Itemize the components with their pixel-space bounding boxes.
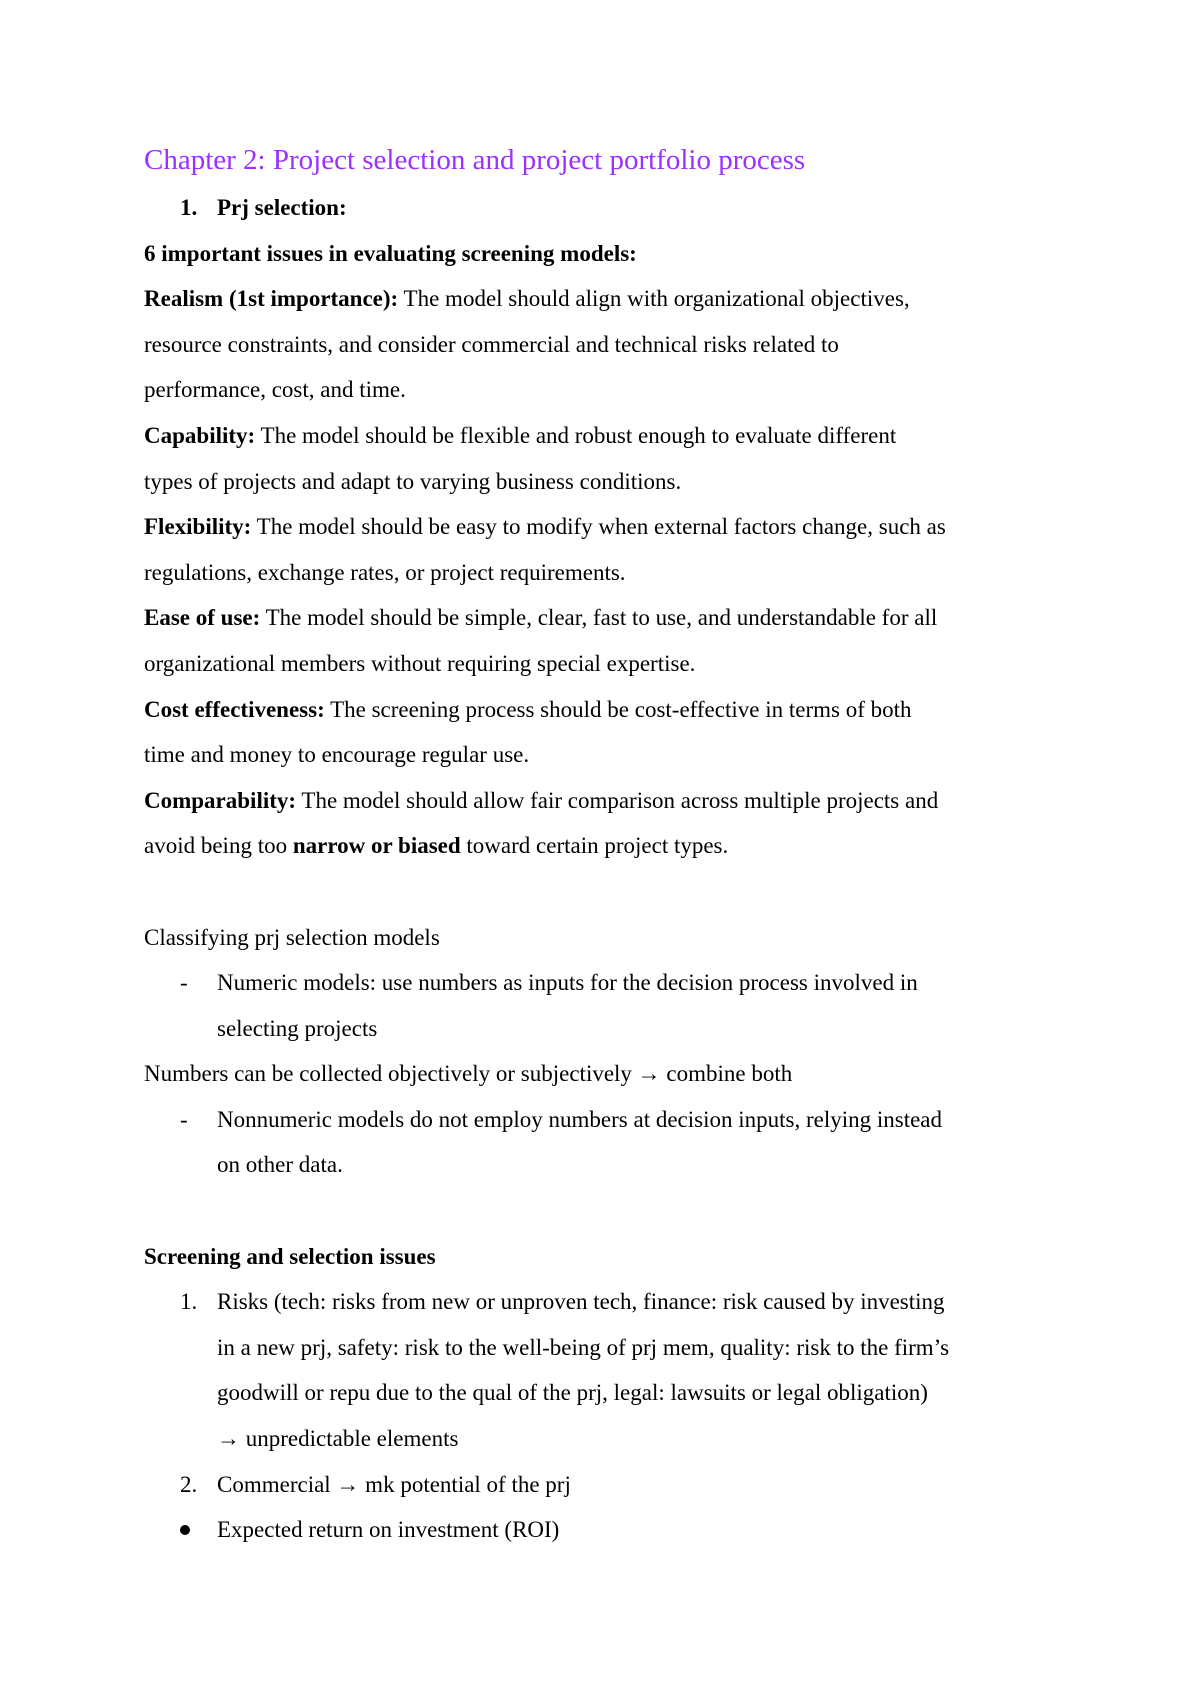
risks-continuation-2: goodwill or repu due to the qual of the prj, legal: lawsuits or legal obligation) xyxy=(217,1380,928,1406)
issue-comparability-line-1 xyxy=(144,778,1084,824)
emphasis-text: narrow or biased xyxy=(292,833,461,859)
numeric-models-text: Numeric models: use numbers as inputs for the decision process involved in xyxy=(217,970,918,996)
issues-heading: 6 important issues in evaluating screening models: xyxy=(144,240,637,266)
list-number: 1. xyxy=(180,195,198,220)
dash-marker: - xyxy=(180,970,188,996)
issue-term: Comparability: xyxy=(144,787,297,813)
roi-text: Expected return on investment (ROI) xyxy=(217,1517,560,1543)
numbers-note: Numbers can be collected objectively or subjectively → combine both xyxy=(144,1061,793,1087)
classifying-heading: Classifying prj selection models xyxy=(144,924,440,950)
risks-continuation-1: in a new prj, safety: risk to the well-being of prj mem, quality: risk to the firm’s xyxy=(217,1334,950,1360)
list-number: 1. xyxy=(180,1289,198,1315)
issue-text: The screening process should be cost-effective in terms of both xyxy=(324,696,912,722)
issue-realism-line-3: performance, cost, and time. xyxy=(144,377,406,403)
spacer xyxy=(144,869,1084,915)
issue-text: toward certain project types. xyxy=(460,833,729,859)
numeric-models-item xyxy=(144,960,1084,1006)
issue-term: Flexibility: xyxy=(144,514,252,540)
nonnumeric-models-continuation: on other data. xyxy=(217,1152,343,1178)
issue-capability-line-2: types of projects and adapt to varying business conditions. xyxy=(144,468,682,494)
issue-term: Capability: xyxy=(144,422,256,448)
issue-cost-effectiveness-line-2: time and money to encourage regular use. xyxy=(144,742,530,768)
issue-flexibility-line-1 xyxy=(144,504,1084,550)
issue-text: The model should allow fair comparison across multiple projects and xyxy=(296,787,939,813)
issue-term: Realism (1st importance): xyxy=(144,286,399,312)
nonnumeric-models-item xyxy=(144,1097,1084,1143)
issue-comparability-line-2 xyxy=(144,823,1084,869)
section-heading-prj-selection xyxy=(144,185,1084,231)
commercial-text: Commercial → mk potential of the prj xyxy=(217,1471,571,1497)
issue-ease-of-use-line-2: organizational members without requiring special expertise. xyxy=(144,650,696,676)
issue-realism-line-2: resource constraints, and consider commercial and technical risks related to xyxy=(144,331,839,357)
document-page xyxy=(144,135,1084,1553)
issue-text: The model should be flexible and robust enough to evaluate different xyxy=(255,422,897,448)
risks-text: Risks (tech: risks from new or unproven tech, finance: risk caused by investing xyxy=(217,1289,945,1315)
nonnumeric-models-text: Nonnumeric models do not employ numbers at decision inputs, relying instead xyxy=(217,1106,943,1132)
issue-text: The model should be easy to modify when external factors change, such as xyxy=(251,514,946,540)
commercial-item xyxy=(144,1462,1084,1508)
issue-capability-line-1 xyxy=(144,413,1084,459)
issue-term: Cost effectiveness: xyxy=(144,696,325,722)
issue-text: The model should align with organizational objectives, xyxy=(398,286,910,312)
dash-marker: - xyxy=(180,1106,188,1132)
bullet-icon xyxy=(180,1507,190,1553)
chapter-title: Chapter 2: Project selection and project portfolio process xyxy=(144,144,806,176)
section-heading-text: Prj selection: xyxy=(217,195,347,220)
issue-flexibility-line-2: regulations, exchange rates, or project requirements. xyxy=(144,559,626,585)
list-number: 2. xyxy=(180,1471,198,1497)
spacer xyxy=(144,1188,1084,1234)
issue-cost-effectiveness-line-1 xyxy=(144,687,1084,733)
issue-text: The model should be simple, clear, fast to use, and understandable for all xyxy=(260,605,938,631)
risks-continuation-3: → unpredictable elements xyxy=(217,1426,459,1452)
issue-text: avoid being too xyxy=(144,833,293,859)
issue-term: Ease of use: xyxy=(144,605,261,631)
numeric-models-continuation: selecting projects xyxy=(217,1015,378,1041)
issue-realism-line-1 xyxy=(144,276,1084,322)
issue-ease-of-use-line-1 xyxy=(144,595,1084,641)
screening-heading: Screening and selection issues xyxy=(144,1243,436,1269)
roi-bullet-item xyxy=(144,1507,1084,1553)
risks-item xyxy=(144,1279,1084,1325)
